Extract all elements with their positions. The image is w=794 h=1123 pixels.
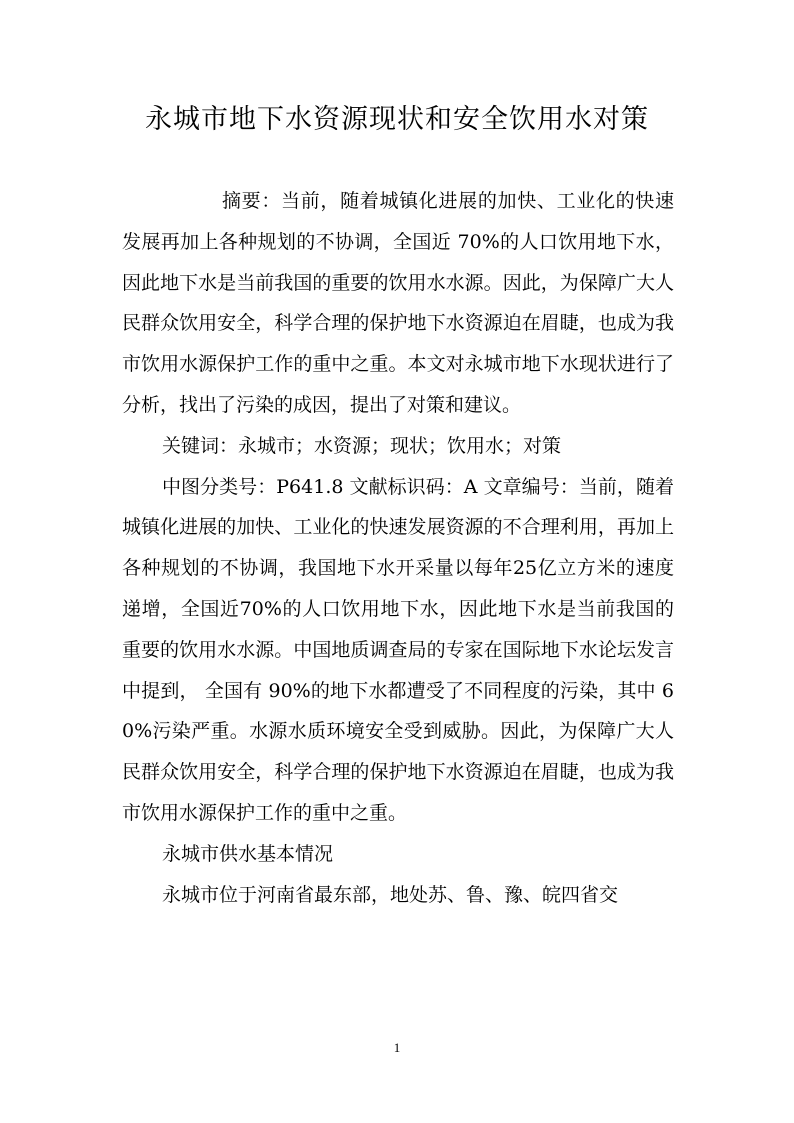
- keywords-paragraph: 关键词：永城市；水资源；现状；饮用水；对策: [162, 434, 562, 457]
- body-paragraph: 永城市位于河南省最东部，地处苏、鲁、豫、皖四省交: [162, 883, 619, 906]
- section-heading: 永城市供水基本情况: [162, 842, 334, 865]
- abstract-paragraph: 摘要：当前，随着城镇化进展的加快、工业化的快速发展再加上各种规划的不协调，全国近 70%的人口饮用地下水，因此地下水是当前我国的重要的饮用水水源。因此，为保障广大人民群众饮用安全，科学合理的保护地下水资源迫在眉睫，也成为我市饮用水源保护工作的重中之重。本文对永城市地下水现状进行了分析，找出了污染的成因，提出了对策和建议。: [122, 190, 674, 416]
- document-title: 永城市地下水资源现状和安全饮用水对策: [145, 104, 649, 135]
- page-number: 1: [393, 1040, 401, 1055]
- document-body: [122, 181, 674, 915]
- classification-paragraph: 中图分类号：P641.8 文献标识码：A 文章编号：当前，随着城镇化进展的加快、工业化的快速发展资源的不合理利用，再加上各种规划的不协调，我国地下水开采量以每年25亿立方米的速度递增，全国近70%的人口饮用地下水，因此地下水是当前我国的重要的饮用水水源。中国地质调查局的专家在国际地下水论坛发言中提到， 全国有 90%的地下水都遭受了不同程度的污染，其中 60%污染严重。水源水质环境安全受到威胁。因此，为保障广大人民群众饮用安全，科学合理的保护地下水资源迫在眉睫，也成为我市饮用水源保护工作的重中之重。: [122, 475, 674, 824]
